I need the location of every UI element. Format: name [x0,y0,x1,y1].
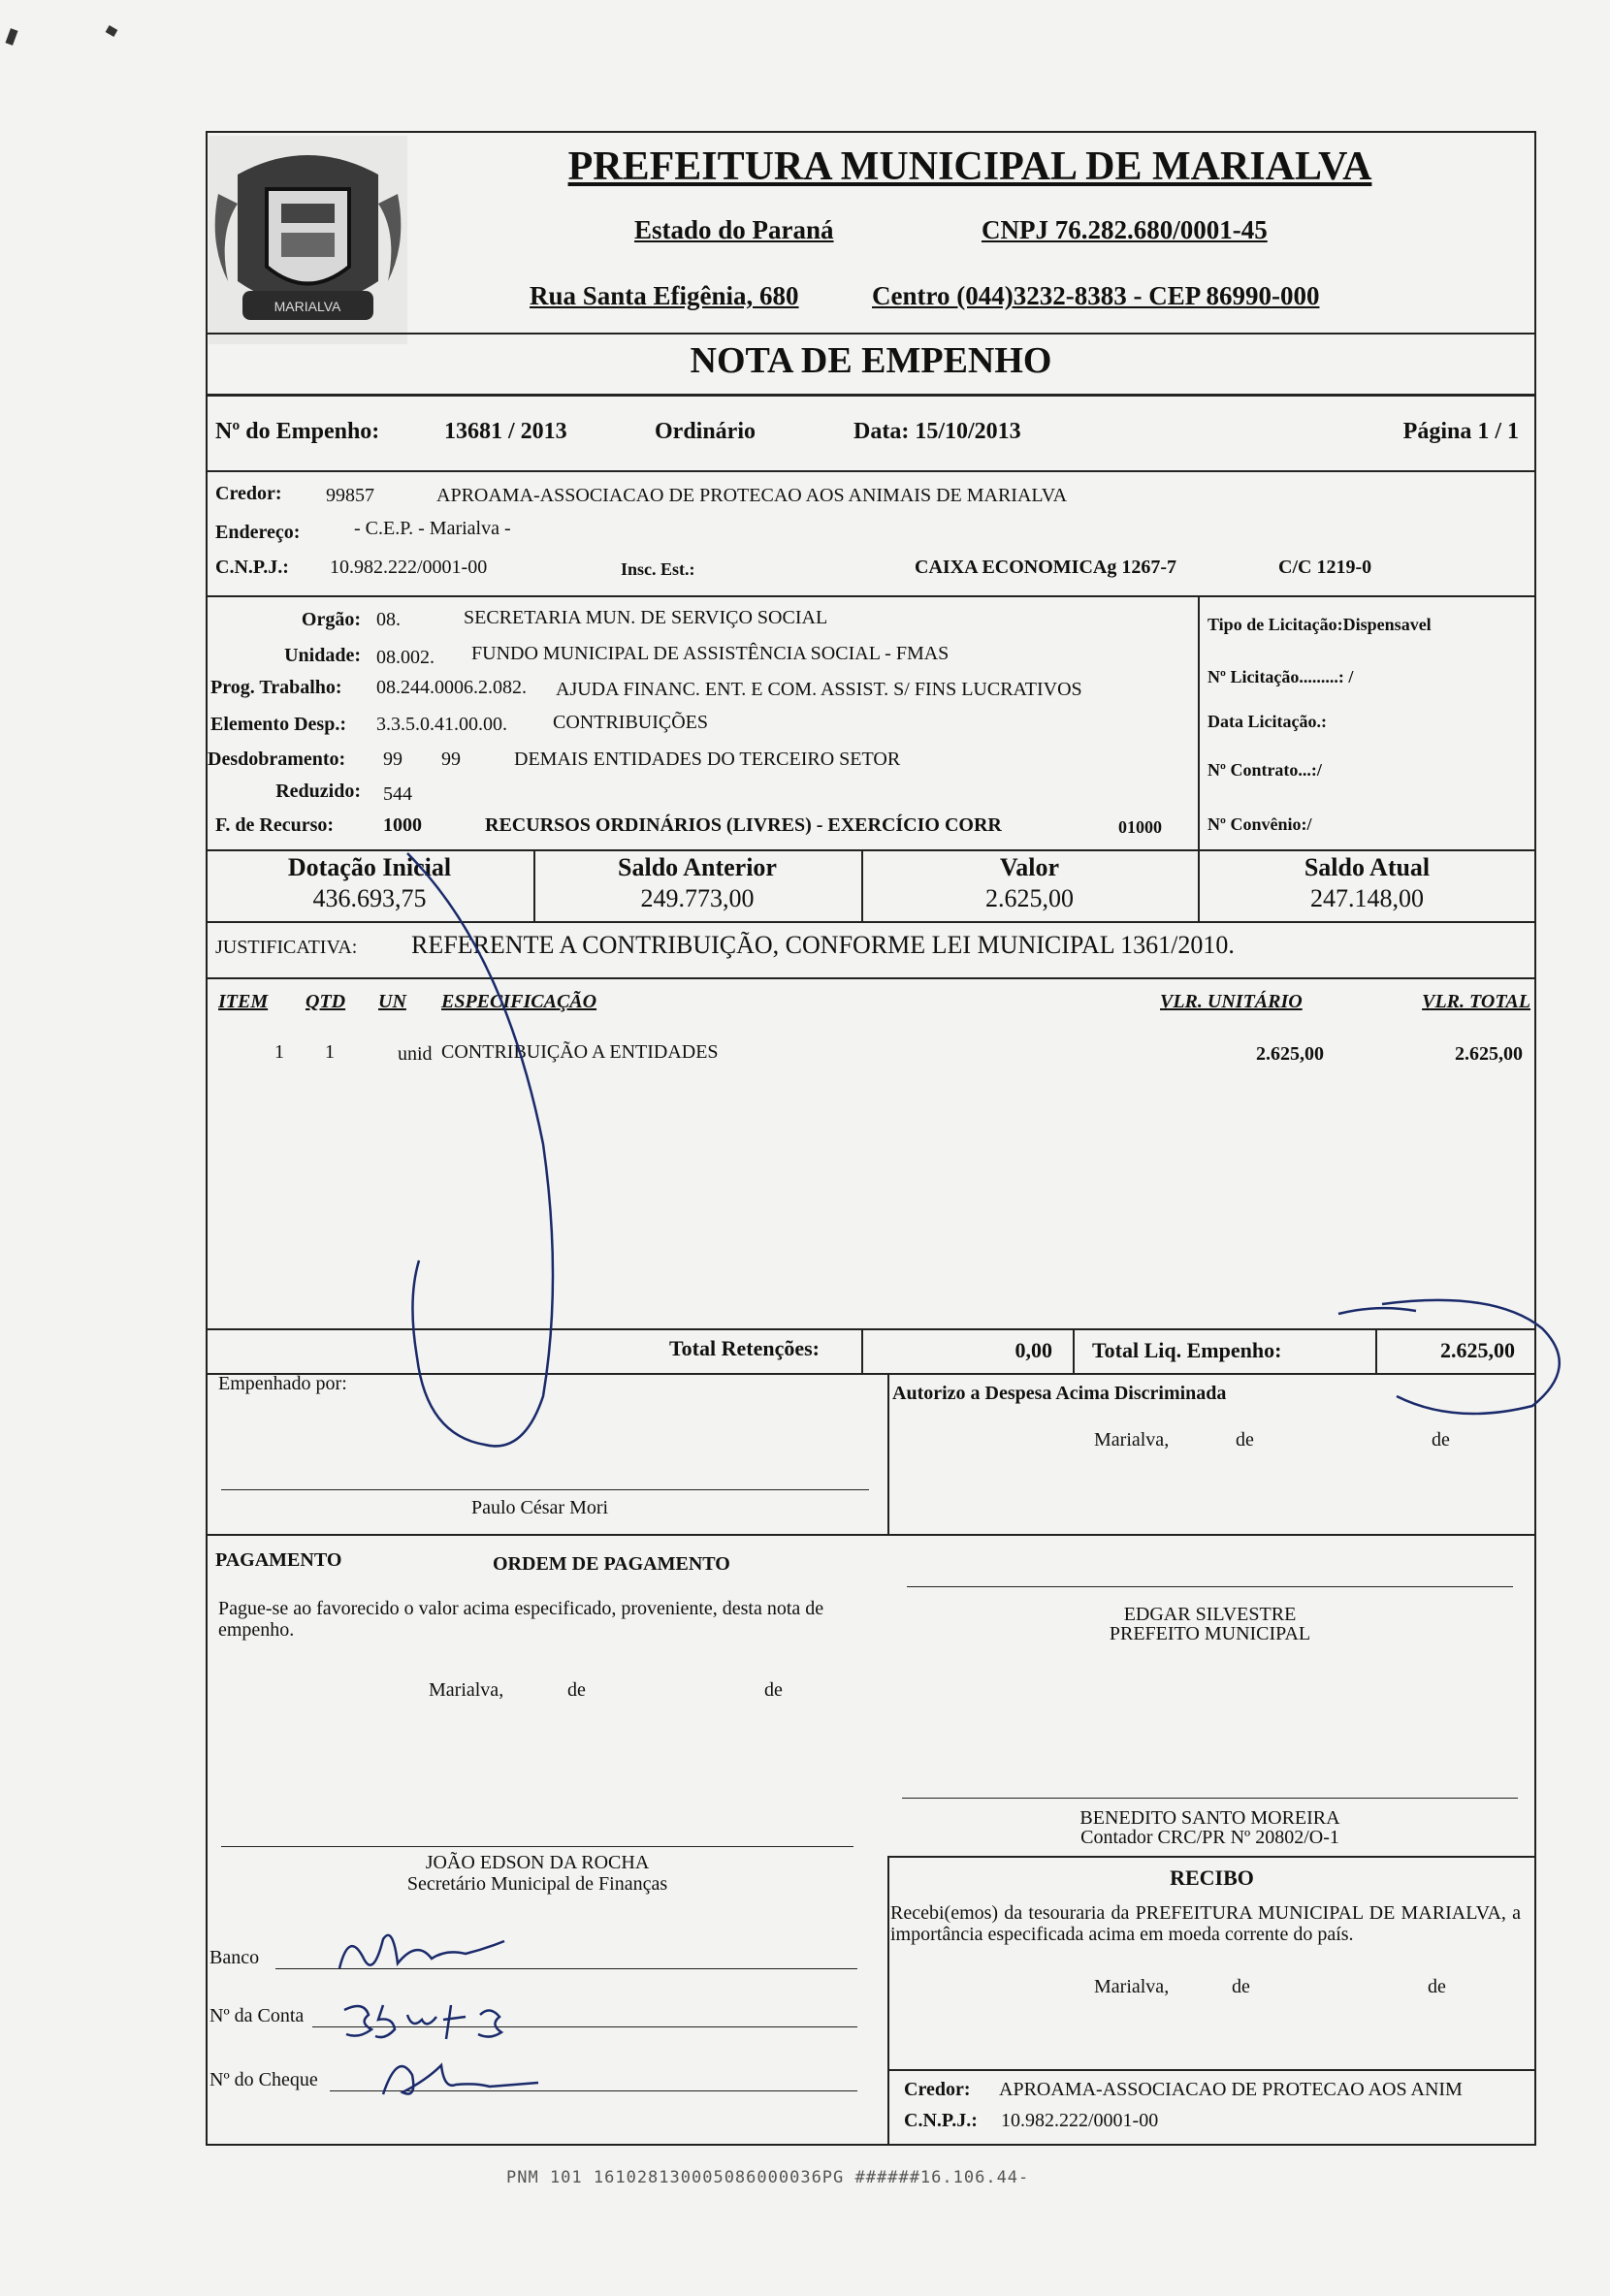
autorizo-de-1: de [1236,1429,1254,1451]
autorizo-text: Autorizo a Despesa Acima Discriminada [892,1383,1227,1404]
saldo-anterior-label: Saldo Anterior [618,853,777,881]
numero-licitacao: Nº Licitação.........: / [1208,667,1354,686]
pague-de-1: de [567,1679,586,1701]
desdob-label: Desdobramento: [208,749,346,770]
reduzido-label: Reduzido: [275,781,361,802]
orgao-desc: SECRETARIA MUN. DE SERVIÇO SOCIAL [464,607,828,628]
valor-value: 2.625,00 [985,884,1074,912]
valor-label: Valor [999,853,1060,881]
banco-label: Banco [209,1947,260,1968]
pague-text: Pague-se ao favorecido o valor acima especificado, proveniente, desta nota de empenho. [218,1598,824,1641]
header-cnpj: CNPJ 76.282.680/0001-45 [982,215,1268,244]
cnpj-label: C.N.P.J.: [215,557,289,578]
desdob-code2: 99 [441,749,461,770]
cnpj-value: 10.982.222/0001-00 [330,557,488,578]
dotacao-value: 436.693,75 [312,884,427,912]
elemento-label: Elemento Desp.: [210,714,346,735]
col-vlr-unitario: VLR. UNITÁRIO [1160,991,1303,1012]
conta-label: Nº da Conta [209,2005,305,2026]
bank-info: CAIXA ECONOMICAg 1267-7 [915,557,1176,578]
empenho-number: 13681 / 2013 [444,419,567,444]
autorizo-place: Marialva, [1094,1429,1170,1451]
recibo-credor-label: Credor: [904,2079,971,2100]
saldo-anterior-value: 249.773,00 [640,884,755,912]
retencoes-label: Total Retenções: [669,1336,820,1360]
numero-contrato: Nº Contrato...:/ [1208,760,1322,780]
pague-de-2: de [764,1679,783,1701]
recibo-place: Marialva, [1094,1976,1170,1997]
handwritten-bank-signature [330,1920,524,1978]
cc-info: C/C 1219-0 [1278,557,1372,578]
contador-name: BENEDITO SANTO MOREIRA [1079,1807,1340,1829]
desdob-desc: DEMAIS ENTIDADES DO TERCEIRO SETOR [514,749,901,770]
credor-name: APROAMA-ASSOCIACAO DE PROTECAO AOS ANIMAIS DE MARIALVA [436,485,1068,506]
data-licitacao: Data Licitação.: [1208,712,1327,731]
header-street: Rua Santa Efigênia, 680 [530,281,799,310]
secretario-name: JOÃO EDSON DA ROCHA [425,1852,650,1873]
empenho-type: Ordinário [655,419,757,444]
liq-empenho-label: Total Liq. Empenho: [1092,1338,1282,1362]
dotacao-label: Dotação Inicial [287,853,452,881]
col-item: ITEM [218,991,269,1012]
col-qtd: QTD [306,991,346,1012]
prefeito-name: EDGAR SILVESTRE [1123,1604,1297,1625]
logo-banner-text: MARIALVA [274,299,341,314]
unidade-desc: FUNDO MUNICIPAL DE ASSISTÊNCIA SOCIAL - FMAS [471,643,950,664]
saldo-atual-value: 247.148,00 [1310,884,1424,912]
endereco-label: Endereço: [215,522,301,543]
prog-label: Prog. Trabalho: [210,677,342,698]
recurso-desc: RECURSOS ORDINÁRIOS (LIVRES) - EXERCÍCIO CORR [485,814,1002,836]
handwritten-cheque-signature [369,2046,563,2104]
tipo-licitacao: Tipo de Licitação:Dispensavel [1208,615,1432,634]
cheque-label: Nº do Cheque [209,2069,318,2090]
recibo-cnpj-label: C.N.P.J.: [904,2110,978,2131]
pague-place: Marialva, [429,1679,504,1701]
numero-convenio: Nº Convênio:/ [1208,814,1312,834]
row-qtd: 1 [325,1041,335,1063]
row-spec: CONTRIBUIÇÃO A ENTIDADES [441,1041,719,1063]
col-especificacao: ESPECIFICAÇÃO [441,991,597,1012]
reduzido-value: 544 [383,783,412,805]
recibo-text: Recebi(emos) da tesouraria da PREFEITURA MUNICIPAL DE MARIALVA, a importância especificada acima em moeda corrente do país. [890,1902,1521,1945]
prefeito-title: PREFEITO MUNICIPAL [1109,1623,1311,1644]
credor-code: 99857 [326,485,374,506]
orgao-code: 08. [376,609,401,630]
contador-title: Contador CRC/PR Nº 20802/O-1 [1080,1827,1339,1848]
recibo-de-2: de [1428,1976,1446,1997]
credor-label: Credor: [215,483,282,504]
recibo-de-1: de [1232,1976,1250,1997]
pagamento-label: PAGAMENTO [215,1549,342,1571]
col-un: UN [378,991,406,1012]
elemento-desc: CONTRIBUIÇÕES [553,712,709,733]
justificativa-label: JUSTIFICATIVA: [215,937,358,958]
prog-code: 08.244.0006.2.082. [376,677,527,698]
row-unit: 2.625,00 [1256,1043,1324,1065]
empenhado-label: Empenhado por: [218,1373,347,1394]
insc-label: Insc. Est.: [621,559,695,579]
recurso-label: F. de Recurso: [215,814,335,836]
row-item: 1 [274,1041,284,1063]
ordem-pagamento-label: ORDEM DE PAGAMENTO [493,1553,730,1575]
elemento-code: 3.3.5.0.41.00.00. [376,714,507,735]
empenho-date: Data: 15/10/2013 [853,419,1021,444]
prog-desc: AJUDA FINANC. ENT. E COM. ASSIST. S/ FINS LUCRATIVOS [556,679,1082,700]
header-state: Estado do Paraná [634,215,834,244]
retencoes-value: 0,00 [1014,1338,1052,1362]
orgao-label: Orgão: [301,609,361,630]
handwritten-account-number [335,1986,587,2044]
header-title: PREFEITURA MUNICIPAL DE MARIALVA [567,144,1372,189]
recurso-num: 01000 [1118,817,1162,837]
row-un: unid [398,1043,433,1065]
empenhado-name: Paulo César Mori [471,1497,609,1518]
footer-code: PNM 101 161028130005086000036PG ######16.106.44- [506,2168,1030,2187]
secretario-title: Secretário Municipal de Finanças [406,1873,668,1895]
col-vlr-total: VLR. TOTAL [1422,991,1530,1012]
recibo-title: RECIBO [1170,1866,1254,1890]
empenho-label: Nº do Empenho: [215,419,380,444]
endereco-value: - C.E.P. - Marialva - [354,518,511,539]
recibo-credor-name: APROAMA-ASSOCIACAO DE PROTECAO AOS ANIM [999,2079,1463,2100]
saldo-atual-label: Saldo Atual [1304,853,1431,881]
recurso-code: 1000 [383,814,422,836]
page-number: Página 1 / 1 [1402,419,1519,444]
unidade-code: 08.002. [376,647,435,668]
autorizo-de-2: de [1432,1429,1450,1451]
document-title: NOTA DE EMPENHO [690,340,1052,381]
desdob-code1: 99 [383,749,402,770]
liq-empenho-value: 2.625,00 [1440,1338,1515,1362]
row-total: 2.625,00 [1455,1043,1523,1065]
header-address: Centro (044)3232-8383 - CEP 86990-000 [872,281,1320,310]
recibo-cnpj-value: 10.982.222/0001-00 [1001,2110,1159,2131]
justificativa-text: REFERENTE A CONTRIBUIÇÃO, CONFORME LEI MUNICIPAL 1361/2010. [411,931,1235,959]
unidade-label: Unidade: [284,645,361,666]
